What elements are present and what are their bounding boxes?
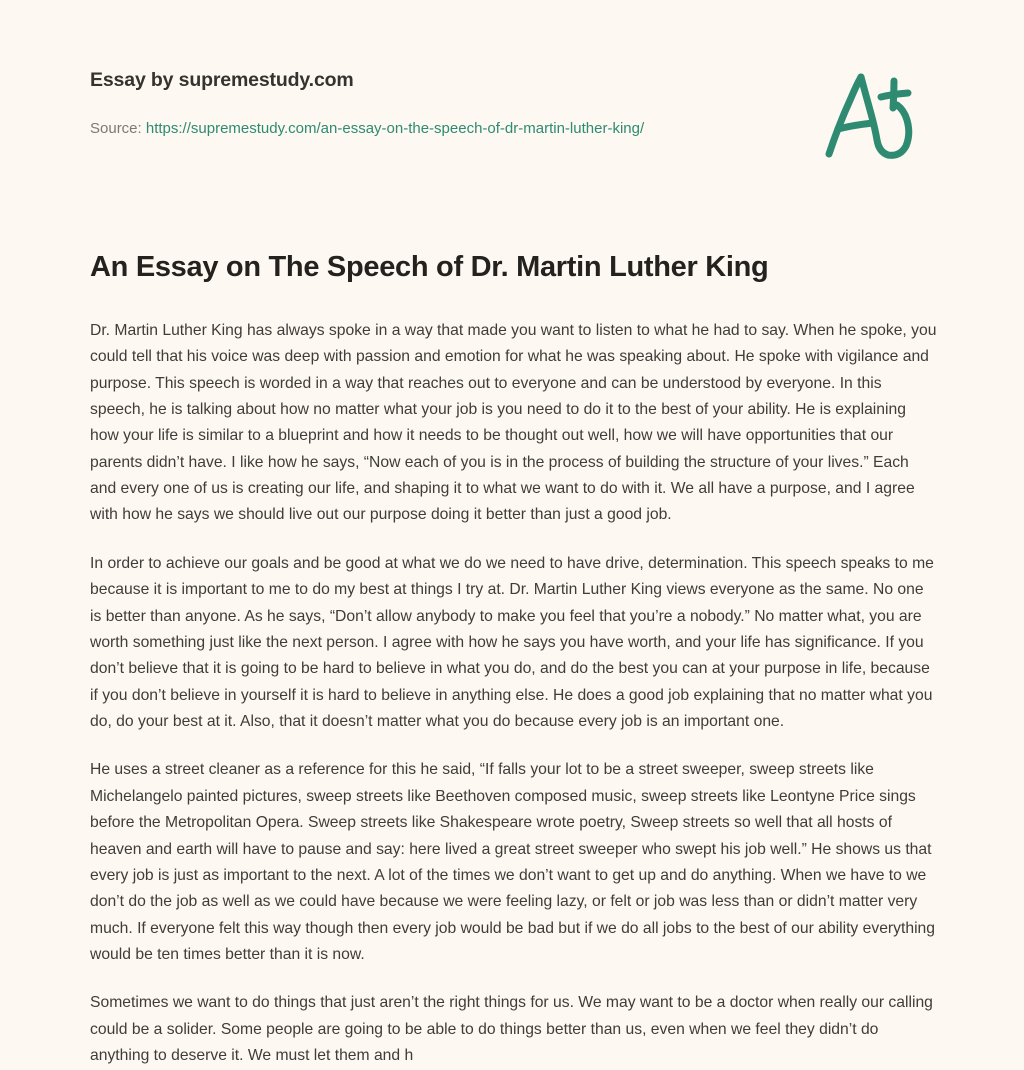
article-body <box>90 318 938 1070</box>
byline: Essay by supremestudy.com <box>90 69 354 91</box>
article-paragraph: Sometimes we want to do things that just aren’t the right things for us. We may want to be a doctor when really our calling could be a solider. Some people are going to be able to do things better than us, even when we feel they didn’t do anything to deserve it. We must let them and h <box>90 994 933 1065</box>
a-plus-logo <box>818 62 922 166</box>
a-plus-logo-icon <box>818 62 922 166</box>
source-link[interactable]: https://supremestudy.com/an-essay-on-the-speech-of-dr-martin-luther-king/ <box>145 120 645 137</box>
article-paragraph: Dr. Martin Luther King has always spoke in a way that made you want to listen to what he had to say. When he spoke, you could tell that his voice was deep with passion and emotion for what he was speaking about. He spoke with vigilance and purpose. This speech is worded in a way that reaches out to everyone and can be understood by everyone. In this speech, he is talking about how no matter what your job is you need to do it to the best of your ability. He is explaining how your life is similar to a blueprint and how it needs to be thought out well, how we will have opportunities that our parents didn’t have. I like how he says, “Now each of you is in the process of building the structure of your lives.” Each and every one of us is creating our life, and shaping it to what we want to do with it. We all have a purpose, and I agree with how he says we should live out our purpose doing it better than just a good job. <box>90 321 937 524</box>
article-paragraph: In order to achieve our goals and be good at what we do we need to have drive, determination. This speech speaks to me because it is important to me to do my best at things I try at. Dr. Martin Luther King views everyone as the same. No one is better than anyone. As he says, “Don’t allow anybody to make you feel that you’re a nobody.” No matter what, you are worth something just like the next person. I agree with how he says you have worth, and your life has significance. If you don’t believe that it is going to be hard to believe in what you do, and do the best you can at your purpose in life, because if you don’t believe in yourself it is hard to believe in anything else. He does a good job explaining that no matter what you do, do your best at it. Also, that it doesn’t matter what you do because every job is an important one. <box>90 554 934 731</box>
source-label: Source: <box>90 120 142 137</box>
article-paragraph: He uses a street cleaner as a reference for this he said, “If falls your lot to be a street sweeper, sweep streets like Michelangelo painted pictures, sweep streets like Beethoven composed music, sweep streets like Leontyne Price sings before the Metropolitan Opera. Sweep streets like Shakespeare wrote poetry, Sweep streets so well that all hosts of heaven and earth will have to pause and say: here lived a great street sweeper who swept his job well.” He shows us that every job is just as important to the next. A lot of the times we don’t want to get up and do anything. When we have to we don’t do the job as well as we could have because we were feeling lazy, or felt or job was less than or didn’t matter very much. If everyone felt this way though then every job would be bad but if we do all jobs to the best of our ability everything would be ten times better than it is now. <box>90 761 936 964</box>
page-header <box>0 0 1024 190</box>
article <box>90 250 938 1070</box>
page-title: An Essay on The Speech of Dr. Martin Luther King <box>90 251 769 283</box>
source-line <box>90 121 644 136</box>
